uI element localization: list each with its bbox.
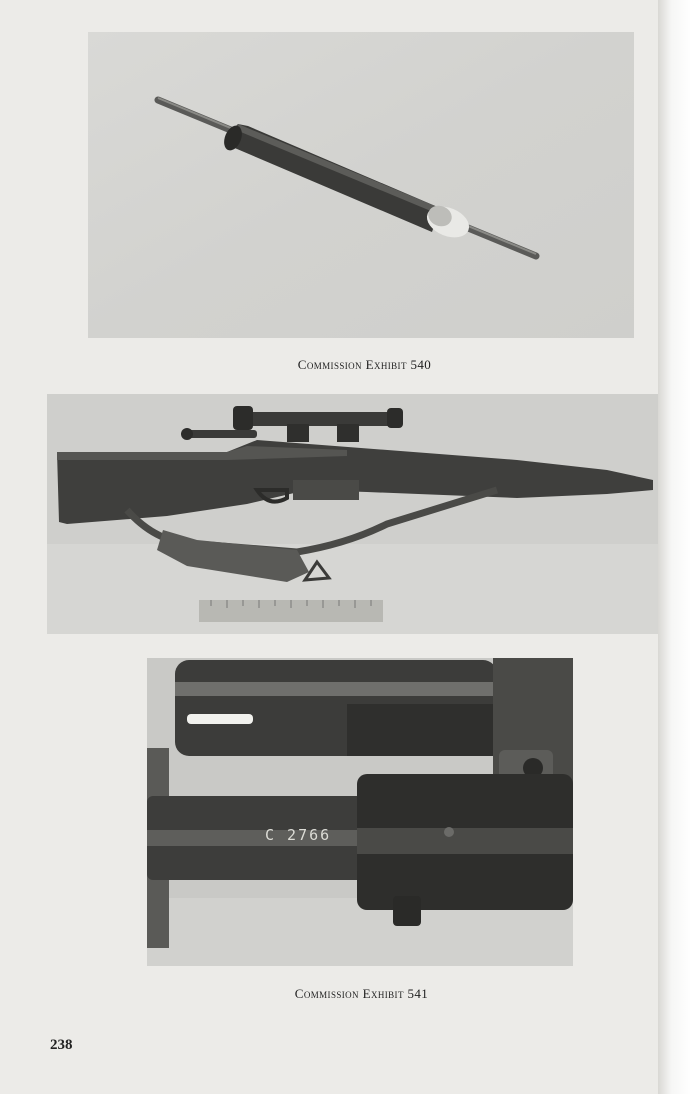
serial-number: C 2766: [265, 826, 332, 844]
exhibit-541-caption: Commission Exhibit 541: [294, 986, 429, 1001]
page-number: 238: [50, 1037, 73, 1053]
exhibit-541-rifle-photo: [47, 394, 658, 634]
exhibit-540-caption: Commission Exhibit 540: [297, 357, 432, 372]
exhibit-540-photo: [88, 32, 634, 338]
exhibit-541-serial-closeup-photo: [147, 658, 573, 966]
page-edge: [658, 0, 691, 1094]
